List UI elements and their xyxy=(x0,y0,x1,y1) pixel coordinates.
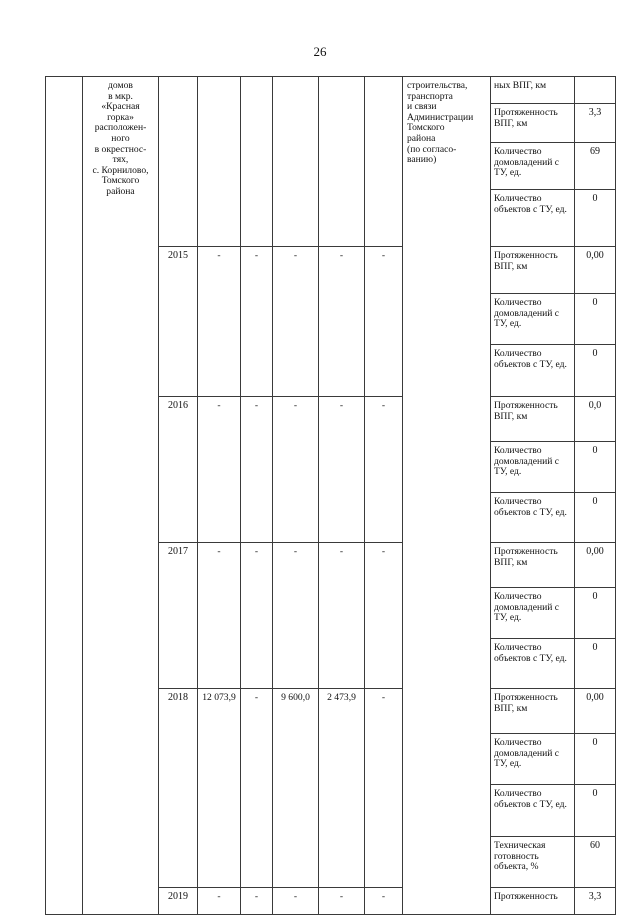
funding-v1: - xyxy=(198,543,241,689)
funding-v1: - xyxy=(198,247,241,397)
indicator-value: 3,3 xyxy=(575,104,616,143)
program-table xyxy=(45,76,616,915)
year-cell: 2018 xyxy=(159,689,198,888)
executor xyxy=(403,77,491,915)
indicator-name: Протяженность ВПГ, км xyxy=(491,247,575,294)
empty-cell xyxy=(273,77,319,247)
year-cell: 2016 xyxy=(159,397,198,543)
indicator-value: 0 xyxy=(575,588,616,639)
funding-v5: - xyxy=(365,689,403,888)
funding-v4: - xyxy=(319,543,365,689)
indicator-value xyxy=(575,77,616,104)
executor-line: и связи xyxy=(407,101,437,113)
indicator-name: Протяженность ВПГ, км xyxy=(491,689,575,734)
funding-v5: - xyxy=(365,397,403,543)
indicator-name: Количество домовладений с ТУ, ед. xyxy=(491,143,575,190)
indicator-name: Количество объектов с ТУ, ед. xyxy=(491,639,575,689)
object-name-line: района xyxy=(106,185,135,197)
indicator-value: 60 xyxy=(575,837,616,888)
indicator-name: Количество домовладений с ТУ, ед. xyxy=(491,588,575,639)
funding-v1: 12 073,9 xyxy=(198,689,241,888)
funding-v1: - xyxy=(198,888,241,915)
object-name-line: расположен- xyxy=(94,122,147,134)
year-cell: 2019 xyxy=(159,888,198,915)
funding-v2: - xyxy=(241,247,273,397)
executor-line: строительства, xyxy=(407,80,468,91)
object-name xyxy=(83,77,159,915)
funding-v4: - xyxy=(319,247,365,397)
object-name-line: тях, xyxy=(112,154,129,166)
indicator-value: 0 xyxy=(575,639,616,689)
funding-v2: - xyxy=(241,888,273,915)
indicator-value: 0 xyxy=(575,345,616,397)
funding-v2: - xyxy=(241,543,273,689)
funding-v3: - xyxy=(273,247,319,397)
indicator-name: Количество домовладений с ТУ, ед. xyxy=(491,294,575,345)
funding-v1: - xyxy=(198,397,241,543)
indicator-name: ных ВПГ, км xyxy=(491,77,575,104)
indicator-value: 69 xyxy=(575,143,616,190)
indicator-value: 0,00 xyxy=(575,543,616,588)
indicator-value: 0 xyxy=(575,190,616,247)
funding-v5: - xyxy=(365,543,403,689)
funding-v4: - xyxy=(319,888,365,915)
table-row xyxy=(46,77,616,104)
num-cell xyxy=(46,77,83,915)
indicator-name: Количество объектов с ТУ, ед. xyxy=(491,785,575,837)
indicator-value: 0 xyxy=(575,785,616,837)
indicator-name: Техническая готовность объекта, % xyxy=(491,837,575,888)
empty-cell xyxy=(241,77,273,247)
object-name-line: в мкр. xyxy=(108,90,133,102)
object-name-line: горка» xyxy=(107,111,134,123)
indicator-value: 0,0 xyxy=(575,397,616,442)
indicator-value: 0,00 xyxy=(575,689,616,734)
funding-v4: 2 473,9 xyxy=(319,689,365,888)
indicator-value: 0 xyxy=(575,734,616,785)
indicator-name: Протяженность ВПГ, км xyxy=(491,397,575,442)
executor-line: Томского xyxy=(407,122,445,134)
indicator-name: Количество домовладений с ТУ, ед. xyxy=(491,442,575,493)
funding-v3: - xyxy=(273,543,319,689)
object-name-line: домов xyxy=(108,80,133,91)
funding-v3: 9 600,0 xyxy=(273,689,319,888)
funding-v2: - xyxy=(241,397,273,543)
indicator-value: 0,00 xyxy=(575,247,616,294)
funding-v3: - xyxy=(273,397,319,543)
indicator-name: Количество объектов с ТУ, ед. xyxy=(491,493,575,543)
indicator-value: 0 xyxy=(575,493,616,543)
object-name-line: «Красная xyxy=(101,101,140,113)
indicator-name: Протяженность xyxy=(491,888,575,915)
indicator-name: Протяженность ВПГ, км xyxy=(491,104,575,143)
executor-line: Администрации xyxy=(407,111,474,123)
funding-v4: - xyxy=(319,397,365,543)
funding-v5: - xyxy=(365,247,403,397)
year-cell: 2015 xyxy=(159,247,198,397)
object-name-line: Томского xyxy=(101,175,140,187)
funding-v5: - xyxy=(365,888,403,915)
object-name-line: в окрестнос- xyxy=(94,143,147,155)
executor-line: (по согласо- xyxy=(407,143,457,155)
empty-cell xyxy=(319,77,365,247)
page-number: 26 xyxy=(313,44,327,59)
indicator-value: 0 xyxy=(575,442,616,493)
empty-cell xyxy=(198,77,241,247)
executor-line: района xyxy=(407,132,436,144)
indicator-name: Протяженность ВПГ, км xyxy=(491,543,575,588)
funding-v3: - xyxy=(273,888,319,915)
empty-cell xyxy=(365,77,403,247)
executor-line: транспорта xyxy=(407,90,453,102)
object-name-line: ного xyxy=(111,132,130,144)
executor-line: ванию) xyxy=(407,154,437,166)
indicator-name: Количество объектов с ТУ, ед. xyxy=(491,190,575,247)
indicator-name: Количество объектов с ТУ, ед. xyxy=(491,345,575,397)
indicator-value: 3,3 xyxy=(575,888,616,915)
indicator-value: 0 xyxy=(575,294,616,345)
funding-v2: - xyxy=(241,689,273,888)
empty-cell xyxy=(159,77,198,247)
object-name-line: с. Корнилово, xyxy=(92,164,149,176)
indicator-name: Количество домовладений с ТУ, ед. xyxy=(491,734,575,785)
year-cell: 2017 xyxy=(159,543,198,689)
